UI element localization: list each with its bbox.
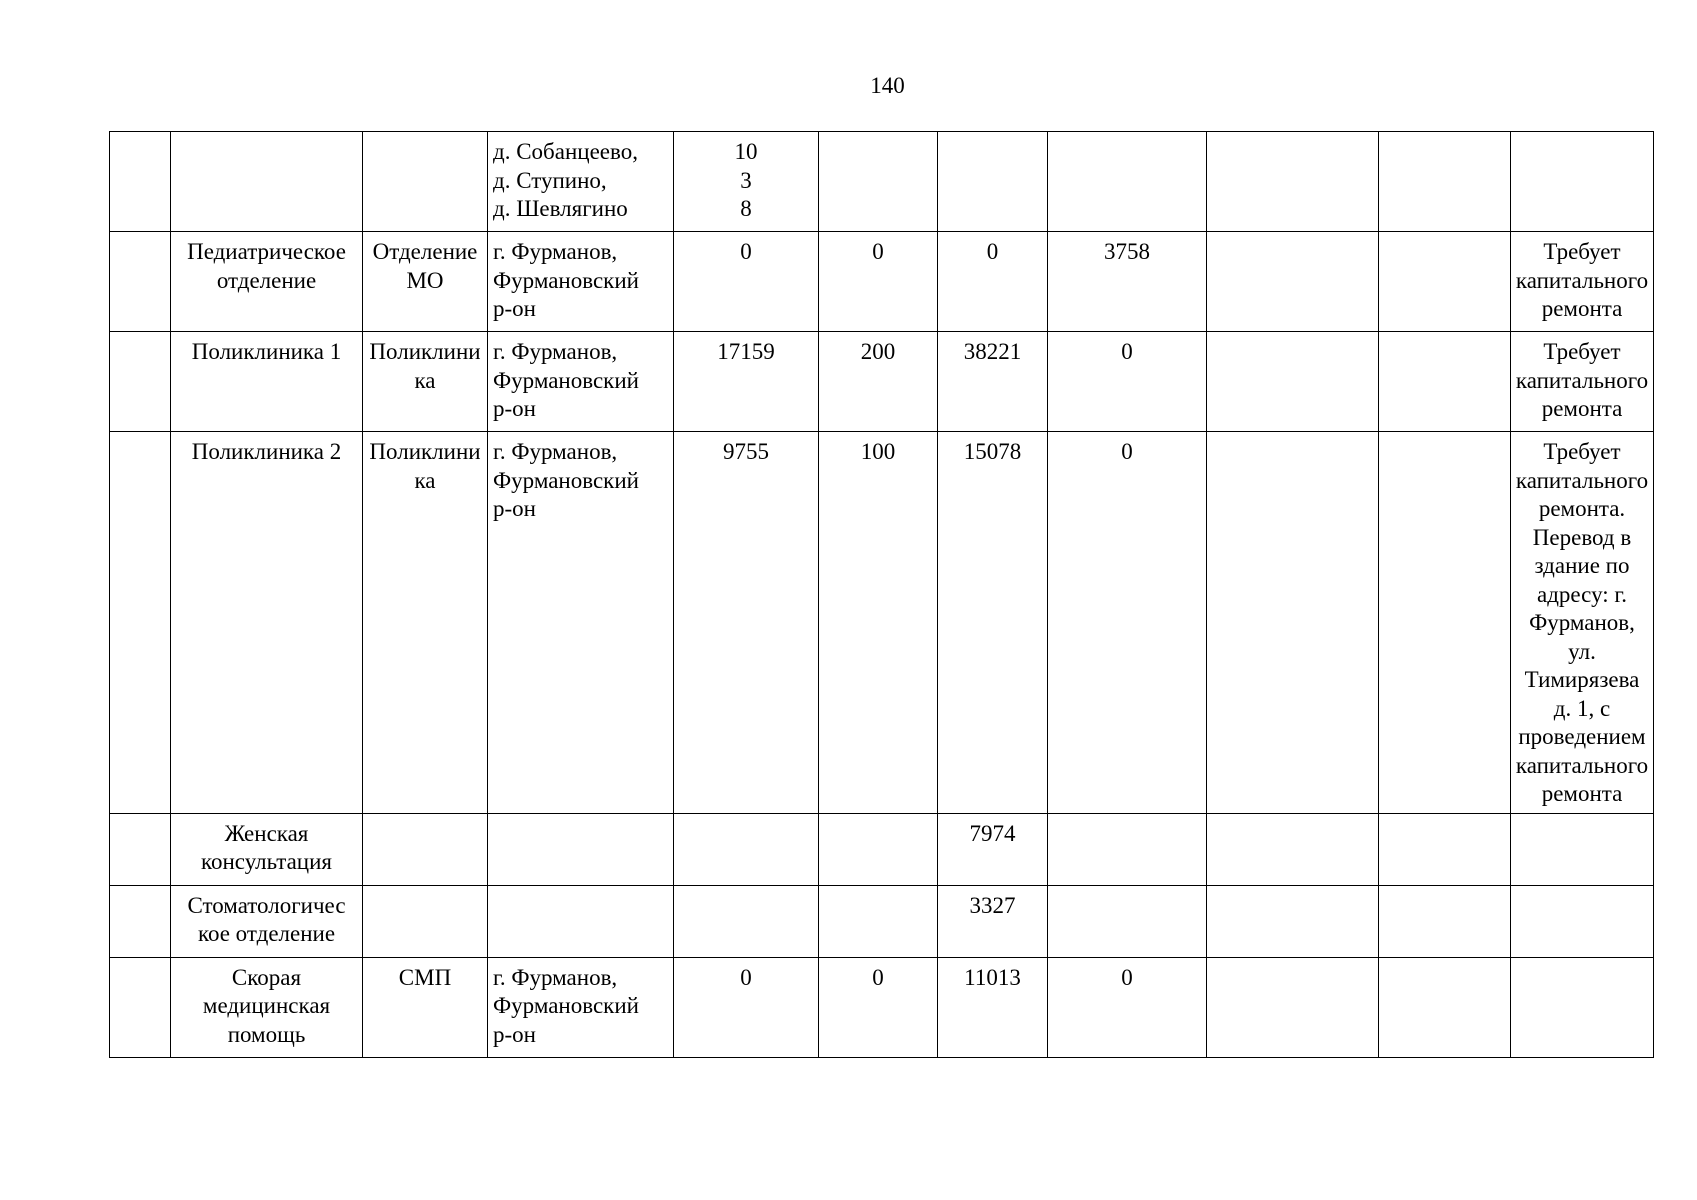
cell-value-5 xyxy=(1207,957,1379,1057)
cell-value-2 xyxy=(819,132,938,232)
cell-line: 0 xyxy=(740,239,752,264)
cell-value-1 xyxy=(674,232,819,332)
cell-location xyxy=(488,885,674,957)
cell-line: СМП xyxy=(398,964,452,990)
cell-value-3: 11013 xyxy=(938,957,1048,1057)
cell-value-4: 0 xyxy=(1048,432,1207,814)
table-body xyxy=(110,132,1654,1058)
cell-value-2 xyxy=(819,813,938,885)
cell-location xyxy=(488,432,674,814)
cell-value-1 xyxy=(674,432,819,814)
cell-unit-type xyxy=(363,813,488,885)
cell-line: ул. xyxy=(1568,638,1596,664)
cell-line: ремонта xyxy=(1541,296,1623,321)
cell-value-6 xyxy=(1379,813,1511,885)
cell-line: Требует xyxy=(1543,439,1621,464)
cell-index xyxy=(110,432,171,814)
cell-line: 17159 xyxy=(717,339,775,364)
cell-line: капитального xyxy=(1515,367,1649,393)
cell-line: Женская xyxy=(224,820,309,846)
cell-line: здание по xyxy=(1534,553,1630,578)
cell-line: д. Ступино, xyxy=(493,167,607,193)
cell-note xyxy=(1511,432,1654,814)
cell-value-3: 38221 xyxy=(938,332,1048,432)
cell-line: Требует xyxy=(1543,339,1621,364)
cell-unit-name xyxy=(171,813,363,885)
cell-value-3: 0 xyxy=(938,232,1048,332)
cell-value-6 xyxy=(1379,332,1511,432)
cell-line: д. 1, с xyxy=(1553,695,1611,721)
cell-line: Отделение xyxy=(372,239,478,264)
cell-line: медицинская xyxy=(202,993,331,1018)
cell-line: г. Фурманов, xyxy=(493,339,618,364)
cell-value-5 xyxy=(1207,232,1379,332)
cell-value-6 xyxy=(1379,132,1511,232)
cell-location xyxy=(488,132,674,232)
cell-line: 10 xyxy=(734,139,758,164)
cell-line: Фурмановский xyxy=(493,467,639,493)
cell-line: д. Шевлягино xyxy=(493,196,628,221)
cell-note xyxy=(1511,957,1654,1057)
cell-line: капитального xyxy=(1515,267,1649,293)
cell-value-1 xyxy=(674,957,819,1057)
cell-location xyxy=(488,957,674,1057)
cell-value-2: 200 xyxy=(819,332,938,432)
cell-note xyxy=(1511,885,1654,957)
cell-index xyxy=(110,885,171,957)
cell-note xyxy=(1511,332,1654,432)
cell-line: 0 xyxy=(740,964,752,990)
cell-line: 8 xyxy=(740,196,752,221)
cell-line: Стоматологичес xyxy=(187,892,346,918)
cell-value-5 xyxy=(1207,885,1379,957)
cell-line: помощь xyxy=(227,1021,306,1047)
cell-line: Фурмановский xyxy=(493,267,639,293)
cell-unit-name xyxy=(171,432,363,814)
cell-value-4: 0 xyxy=(1048,332,1207,432)
cell-line: ка xyxy=(414,367,436,393)
cell-location xyxy=(488,813,674,885)
table-row xyxy=(110,232,1654,332)
cell-line: Фурманов, xyxy=(1529,610,1635,635)
cell-note xyxy=(1511,232,1654,332)
cell-line: капитального xyxy=(1515,467,1649,493)
cell-line: р-он xyxy=(493,1021,536,1047)
cell-index xyxy=(110,957,171,1057)
cell-line: адресу: г. xyxy=(1536,581,1628,607)
cell-value-1 xyxy=(674,885,819,957)
cell-value-1 xyxy=(674,332,819,432)
cell-unit-type xyxy=(363,132,488,232)
cell-line: Поликлини xyxy=(369,339,481,364)
cell-line: ка xyxy=(414,467,436,493)
cell-value-4 xyxy=(1048,813,1207,885)
cell-unit-name xyxy=(171,332,363,432)
cell-line: д. Собанцеево, xyxy=(493,139,638,164)
cell-value-2: 100 xyxy=(819,432,938,814)
cell-value-3: 15078 xyxy=(938,432,1048,814)
cell-unit-type xyxy=(363,332,488,432)
cell-line: ремонта xyxy=(1541,396,1623,421)
cell-index xyxy=(110,132,171,232)
cell-line: ремонта. xyxy=(1538,496,1626,521)
cell-index xyxy=(110,232,171,332)
cell-line: капитального xyxy=(1515,752,1649,778)
cell-line: 9755 xyxy=(723,439,769,464)
cell-value-1 xyxy=(674,132,819,232)
cell-unit-type xyxy=(363,432,488,814)
cell-unit-name xyxy=(171,232,363,332)
facilities-table xyxy=(109,131,1654,1058)
cell-value-2: 0 xyxy=(819,232,938,332)
cell-index xyxy=(110,813,171,885)
cell-value-3: 3327 xyxy=(938,885,1048,957)
cell-value-6 xyxy=(1379,957,1511,1057)
cell-note xyxy=(1511,132,1654,232)
cell-value-2: 0 xyxy=(819,957,938,1057)
cell-value-6 xyxy=(1379,432,1511,814)
page-number: 140 xyxy=(870,73,905,98)
cell-line: Скорая xyxy=(231,964,302,990)
cell-line: консультация xyxy=(200,849,333,874)
cell-line: кое отделение xyxy=(197,921,336,946)
table-row xyxy=(110,432,1654,814)
table-row xyxy=(110,332,1654,432)
cell-line: МО xyxy=(406,267,444,293)
cell-location xyxy=(488,332,674,432)
cell-line: проведением xyxy=(1518,724,1646,749)
cell-unit-name xyxy=(171,957,363,1057)
cell-unit-type xyxy=(363,885,488,957)
cell-line: Педиатрическое xyxy=(187,239,346,264)
cell-unit-type xyxy=(363,957,488,1057)
cell-value-5 xyxy=(1207,332,1379,432)
cell-index xyxy=(110,332,171,432)
cell-line: р-он xyxy=(493,396,536,421)
cell-value-3: 7974 xyxy=(938,813,1048,885)
cell-line: отделение xyxy=(216,267,317,293)
cell-line: Поликлиника 1 xyxy=(191,339,342,364)
cell-line: Требует xyxy=(1543,239,1621,264)
cell-value-5 xyxy=(1207,432,1379,814)
cell-line: Тимирязева xyxy=(1524,667,1640,692)
cell-value-2 xyxy=(819,885,938,957)
table-row xyxy=(110,957,1654,1057)
cell-value-4: 0 xyxy=(1048,957,1207,1057)
cell-line: г. Фурманов, xyxy=(493,439,618,464)
cell-line: р-он xyxy=(493,496,536,521)
cell-line: г. Фурманов, xyxy=(493,239,618,264)
cell-value-3 xyxy=(938,132,1048,232)
table-row xyxy=(110,132,1654,232)
cell-line: Фурмановский xyxy=(493,367,639,393)
cell-value-5 xyxy=(1207,813,1379,885)
cell-value-4 xyxy=(1048,885,1207,957)
cell-value-4 xyxy=(1048,132,1207,232)
cell-line: Поликлиника 2 xyxy=(191,439,342,464)
cell-unit-name xyxy=(171,885,363,957)
cell-value-6 xyxy=(1379,232,1511,332)
cell-value-5 xyxy=(1207,132,1379,232)
cell-line: р-он xyxy=(493,296,536,321)
cell-note xyxy=(1511,813,1654,885)
table-row xyxy=(110,885,1654,957)
cell-value-6 xyxy=(1379,885,1511,957)
cell-value-1 xyxy=(674,813,819,885)
cell-line: Поликлини xyxy=(369,439,481,464)
cell-location xyxy=(488,232,674,332)
cell-value-4: 3758 xyxy=(1048,232,1207,332)
cell-unit-type xyxy=(363,232,488,332)
cell-unit-name xyxy=(171,132,363,232)
cell-line: г. Фурманов, xyxy=(493,964,618,990)
cell-line: Перевод в xyxy=(1532,524,1632,550)
cell-line: ремонта xyxy=(1541,781,1623,806)
cell-line: Фурмановский xyxy=(493,993,639,1018)
cell-line: 3 xyxy=(740,167,752,193)
table-row xyxy=(110,813,1654,885)
